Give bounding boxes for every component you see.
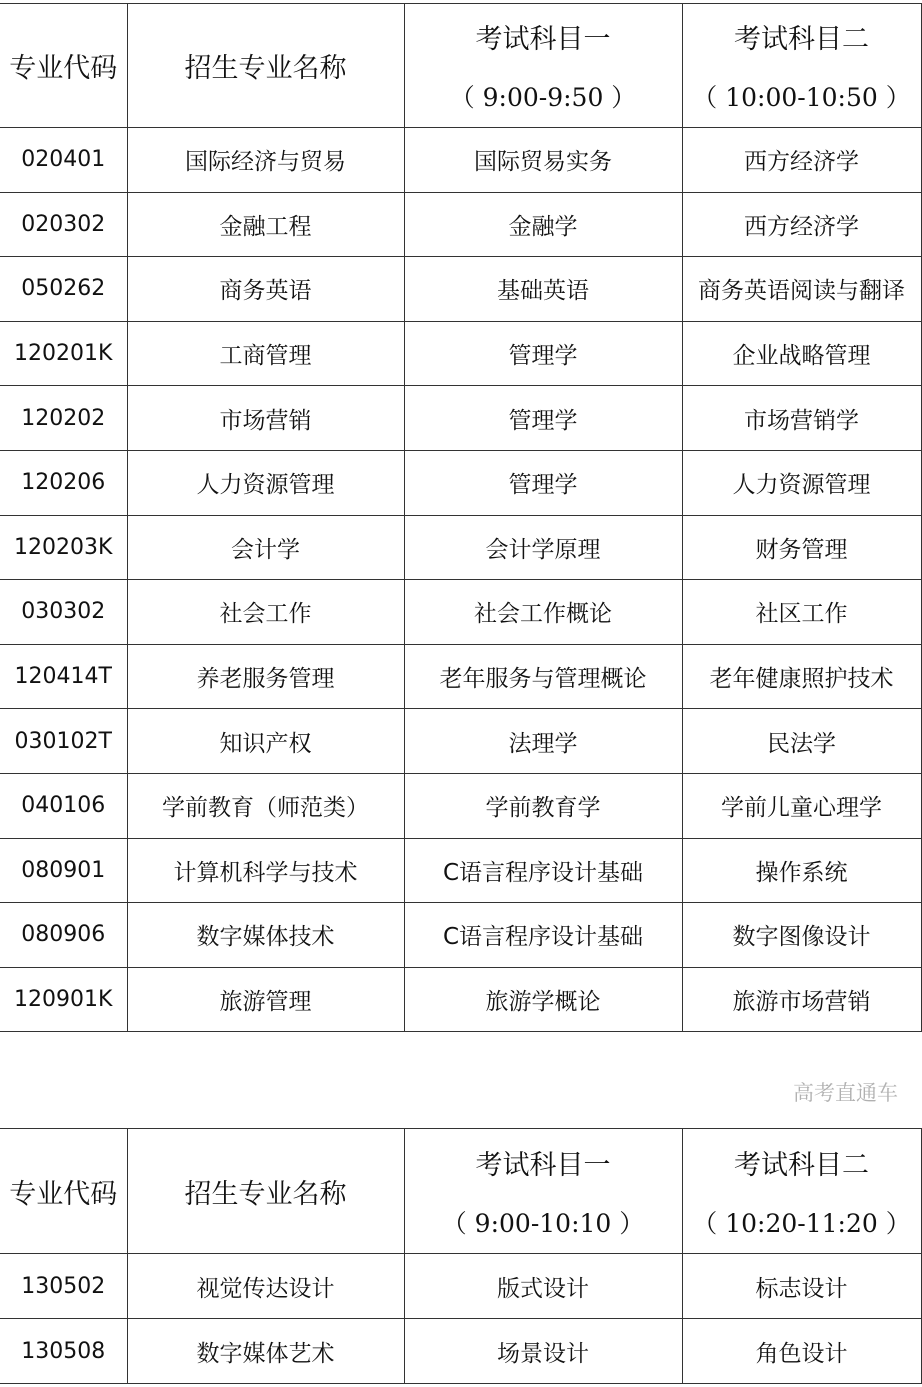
major-name-cell: 人力资源管理 [127,450,404,515]
subject-1-cell: 管理学 [404,450,682,515]
table-row [0,580,921,645]
subject-2-cell: 企业战略管理 [682,321,921,386]
subject2-label: 考试科目二 [734,24,869,55]
table-row [0,386,921,451]
major-code-cell: 120201K [0,321,127,386]
subject2-label: 考试科目二 [734,1149,869,1181]
major-code-cell: 080901 [0,838,127,903]
table-row [0,967,921,1032]
table-row [0,192,921,257]
subject-2-cell: 学前儿童心理学 [682,773,921,838]
major-name-cell: 学前教育（师范类） [127,773,404,838]
major-name-cell: 数字媒体艺术 [127,1319,404,1384]
major-code-cell: 050262 [0,257,127,322]
subject-2-cell: 商务英语阅读与翻译 [682,257,921,322]
subject-1-cell: 管理学 [404,321,682,386]
major-name-cell: 养老服务管理 [127,644,404,709]
subject1-label: 考试科目一 [475,24,611,55]
subject2-time: （ 10:00-10:50 ） [692,83,911,112]
exam-schedule-table-1 [0,3,922,1032]
subject2-time: （ 10:20-11:20 ） [692,1208,911,1238]
subject-2-cell: 角色设计 [682,1319,921,1384]
subject-1-cell: 社会工作概论 [404,580,682,645]
header-subject2 [682,1129,921,1254]
subject-2-cell: 数字图像设计 [682,903,921,968]
major-code-cell: 040106 [0,773,127,838]
major-name-cell: 国际经济与贸易 [127,128,404,193]
header-code: 专业代码 [0,4,127,128]
subject-2-cell: 社区工作 [682,580,921,645]
subject-1-cell: 管理学 [404,386,682,451]
table-row [0,128,921,193]
major-name-cell: 金融工程 [127,192,404,257]
subject-1-cell: 国际贸易实务 [404,128,682,193]
table-row [0,903,921,968]
major-code-cell: 080906 [0,903,127,968]
subject-2-cell: 旅游市场营销 [682,967,921,1032]
subject-1-cell: 基础英语 [404,257,682,322]
major-code-cell: 120414T [0,644,127,709]
subject-1-cell: 学前教育学 [404,773,682,838]
subject-1-cell: 老年服务与管理概论 [404,644,682,709]
header-code: 专业代码 [0,1129,127,1254]
major-name-cell: 数字媒体技术 [127,903,404,968]
table-row [0,1319,921,1384]
major-code-cell: 120901K [0,967,127,1032]
subject1-label: 考试科目一 [475,1149,611,1181]
table-row [0,644,921,709]
table-row [0,257,921,322]
major-code-cell: 020401 [0,128,127,193]
table-row [0,709,921,774]
major-code-cell: 030302 [0,580,127,645]
table-row [0,515,921,580]
major-name-cell: 市场营销 [127,386,404,451]
table-row [0,321,921,386]
subject-1-cell: 场景设计 [404,1319,682,1384]
header-major: 招生专业名称 [127,4,404,128]
major-code-cell: 120206 [0,450,127,515]
table-row [0,1254,921,1319]
major-name-cell: 知识产权 [127,709,404,774]
subject-1-cell: 金融学 [404,192,682,257]
subject-2-cell: 民法学 [682,709,921,774]
subject-1-cell: 旅游学概论 [404,967,682,1032]
watermark: 高考直通车 [793,1081,898,1105]
subject-1-cell: 法理学 [404,709,682,774]
header-subject1 [404,4,682,128]
subject-1-cell: C语言程序设计基础 [404,903,682,968]
header-row [0,1129,921,1254]
header-subject2 [682,4,921,128]
exam-schedule-table-2 [0,1128,922,1384]
table-row [0,450,921,515]
major-name-cell: 计算机科学与技术 [127,838,404,903]
header-row [0,4,921,128]
subject-2-cell: 西方经济学 [682,128,921,193]
subject1-time: （ 9:00-9:50 ） [449,83,637,112]
subject-2-cell: 标志设计 [682,1254,921,1319]
subject-2-cell: 操作系统 [682,838,921,903]
major-name-cell: 视觉传达设计 [127,1254,404,1319]
major-code-cell: 020302 [0,192,127,257]
subject-1-cell: 版式设计 [404,1254,682,1319]
subject-2-cell: 西方经济学 [682,192,921,257]
subject-2-cell: 老年健康照护技术 [682,644,921,709]
table-row [0,838,921,903]
subject-2-cell: 人力资源管理 [682,450,921,515]
major-code-cell: 130508 [0,1319,127,1384]
major-code-cell: 120202 [0,386,127,451]
major-name-cell: 会计学 [127,515,404,580]
header-major: 招生专业名称 [127,1129,404,1254]
subject-1-cell: 会计学原理 [404,515,682,580]
major-name-cell: 商务英语 [127,257,404,322]
subject1-time: （ 9:00-10:10 ） [441,1208,645,1238]
subject-2-cell: 财务管理 [682,515,921,580]
subject-2-cell: 市场营销学 [682,386,921,451]
subject-1-cell: C语言程序设计基础 [404,838,682,903]
major-name-cell: 旅游管理 [127,967,404,1032]
header-subject1 [404,1129,682,1254]
major-code-cell: 120203K [0,515,127,580]
major-code-cell: 030102T [0,709,127,774]
table-row [0,773,921,838]
major-name-cell: 社会工作 [127,580,404,645]
major-code-cell: 130502 [0,1254,127,1319]
major-name-cell: 工商管理 [127,321,404,386]
